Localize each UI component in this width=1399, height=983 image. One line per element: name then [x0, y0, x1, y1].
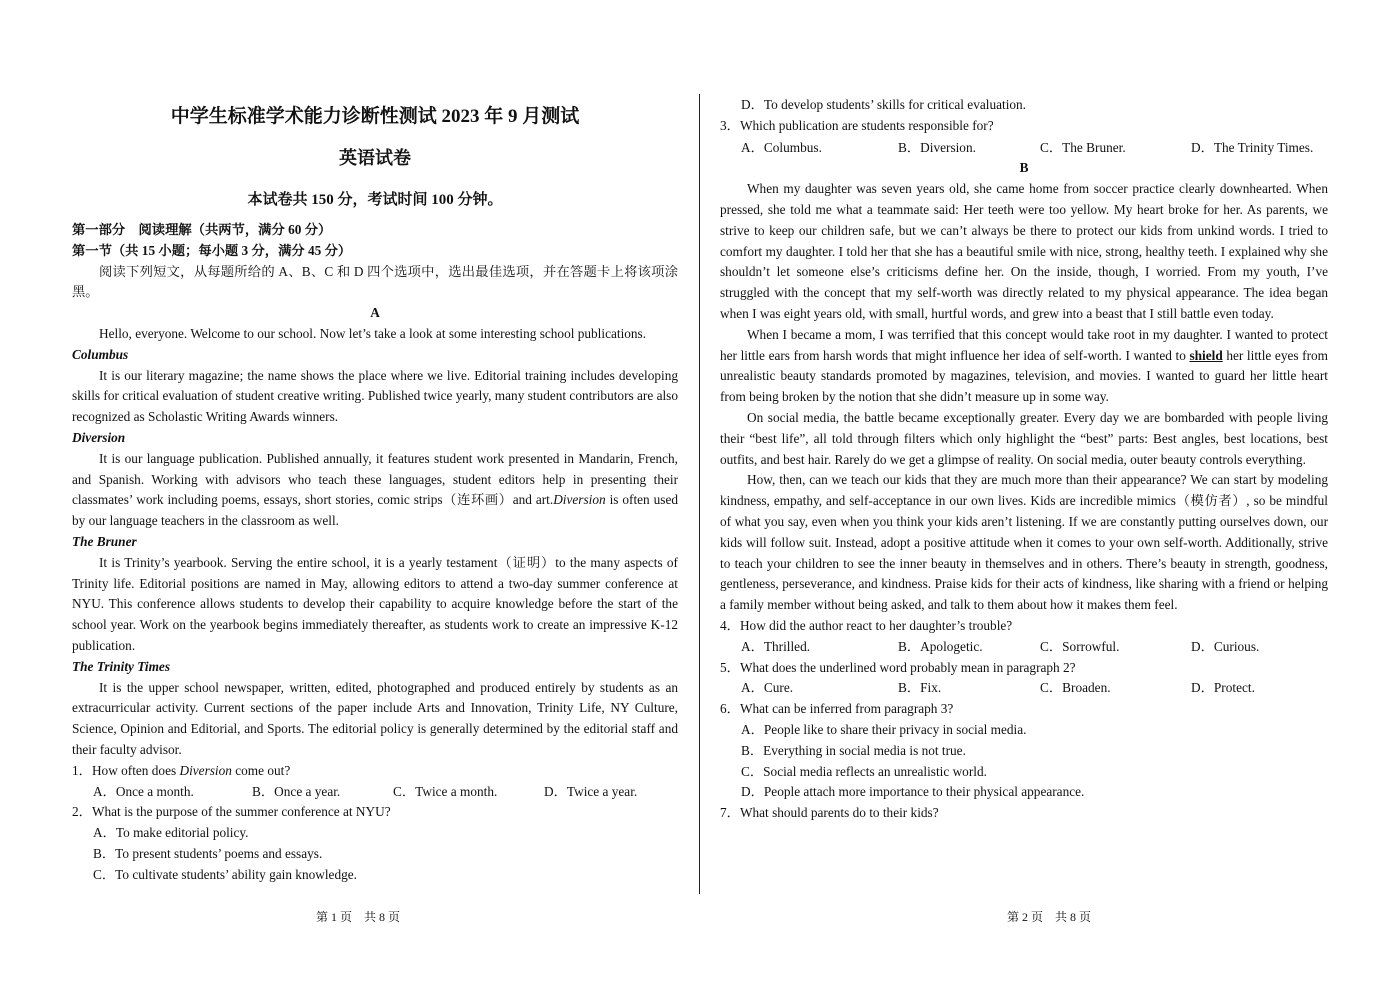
- exam-title: 中学生标准学术能力诊断性测试 2023 年 9 月测试: [170, 106, 580, 127]
- q6-option-c[interactable]: C．Social media reflects an unrealistic world.: [741, 763, 987, 779]
- q1-option-d[interactable]: D．Twice a year.: [544, 783, 638, 799]
- page-divider: [699, 94, 700, 894]
- q1-option-a[interactable]: A．Once a month.: [93, 783, 194, 799]
- q2-option-d[interactable]: D．To develop students’ skills for critical evaluation.: [741, 97, 1027, 112]
- q3-option-d[interactable]: D．The Trinity Times.: [1191, 139, 1314, 155]
- underlined-word: shield: [1189, 347, 1223, 363]
- passage-a-label: A: [370, 305, 380, 321]
- question-4-options: [720, 637, 1328, 658]
- q2-option-b[interactable]: B．To present students’ poems and essays.: [93, 845, 323, 861]
- passage-b-paragraph-3: On social media, the battle became exceptionally greater. Every day we are bombarded with people living their “best life”, all told through filters which only highlight the “best” parts: Best angles, best locations, best outfits, and best hair. Rarely do we get a glimpse of reality. On social media, outer beauty controls everything.: [720, 409, 1328, 467]
- exam-subtitle: 英语试卷: [339, 148, 411, 168]
- bruner-heading: The Bruner: [72, 533, 137, 549]
- q4-option-c[interactable]: C．Sorrowful.: [1040, 638, 1120, 654]
- bruner-text: It is Trinity’s yearbook. Serving the entire school, it is a yearly testament（证明）to the many aspects of Trinity life. Editorial positions are named in May, allowing editors to attend a two-day summer conference at NYU. This conference allows students to develop their capability to acquire knowledge before the start of the school year. Work on the yearbook begins immediately thereafter, as students work to create an impressive K-12 publication.: [72, 554, 678, 653]
- exam-intro: 本试卷共 150 分，考试时间 100 分钟。: [247, 192, 503, 208]
- instructions: 阅读下列短文，从每题所给的 A、B、C 和 D 四个选项中，选出最佳选项，并在答题卡上将该项涂黑。: [72, 263, 678, 300]
- question-7: 7．What should parents do to their kids?: [720, 805, 939, 821]
- question-6: 6．What can be inferred from paragraph 3?: [720, 701, 954, 717]
- page-footer-left: 第 1 页 共 8 页: [316, 910, 401, 924]
- passage-b-paragraph-4: How, then, can we teach our kids that they are much more than their appearance? We can start by modeling kindness, empathy, and self-acceptance in our own lives. Kids are incredible mimics（模仿者）, so be mindful of what you say, even when you think your kids aren’t listening. If we are constantly putting ourselves down, our kids will follow suit. Instead, adopt a positive attitude when it comes to your own self-worth. Additionally, strive to teach your children to see the inner beauty in themselves and in others. There’s beauty in strength, goodness, gentleness, perseverance, and kindness. Praise kids for their acts of kindness, like sharing with a friend or helping a family member without being asked, and talk to them about how it makes them feel.: [720, 472, 1328, 613]
- q6-option-d[interactable]: D．People attach more importance to their physical appearance.: [741, 784, 1085, 800]
- q4-option-b[interactable]: B．Apologetic.: [898, 638, 983, 654]
- q2-option-c[interactable]: C．To cultivate students’ ability gain knowledge.: [93, 866, 357, 882]
- section-heading: 第一节（共 15 小题；每小题 3 分，满分 45 分）: [72, 242, 352, 258]
- question-2: 2．What is the purpose of the summer conference at NYU?: [72, 804, 391, 820]
- q3-option-b[interactable]: B．Diversion.: [898, 139, 976, 155]
- q5-option-c[interactable]: C．Broaden.: [1040, 680, 1111, 696]
- passage-b-paragraph-2: When I became a mom, I was terrified that this concept would take root in my daughter. I wanted to protect her little ears from harsh words that might influence her idea of self-worth. I wanted to shield her little eyes from unrealistic beauty standards promoted by magazines, television, and movies. I wanted to guard her little heart from being broken by the notion that she didn’t measure up in some way.: [720, 326, 1329, 405]
- question-4: 4．How did the author react to her daughter’s trouble?: [720, 617, 1013, 633]
- q6-option-b[interactable]: B．Everything in social media is not true.: [741, 742, 966, 758]
- q5-option-a[interactable]: A．Cure.: [741, 680, 794, 696]
- passage-b-label: B: [1019, 160, 1029, 176]
- q5-option-d[interactable]: D．Protect.: [1191, 680, 1255, 696]
- columbus-text: It is our literary magazine; the name shows the place where we live. Editorial training includes developing skills for critical evaluation of student creative writing. Published twice yearly, many student contributors are also recognized as Scholastic Writing Awards winners.: [72, 367, 678, 425]
- q2-option-a[interactable]: A．To make editorial policy.: [93, 825, 249, 841]
- left-column: [72, 220, 678, 886]
- question-3-options: [720, 138, 1328, 159]
- part-heading: 第一部分 阅读理解（共两节，满分 60 分）: [72, 222, 332, 237]
- columbus-heading: Columbus: [72, 346, 129, 362]
- question-3: 3．Which publication are students responsible for?: [720, 117, 994, 133]
- q3-option-c[interactable]: C．The Bruner.: [1040, 139, 1126, 155]
- page-footer-right: 第 2 页 共 8 页: [1007, 910, 1092, 924]
- q1-option-b[interactable]: B．Once a year.: [252, 783, 341, 799]
- q5-option-b[interactable]: B．Fix.: [898, 680, 942, 696]
- diversion-heading: Diversion: [72, 429, 126, 445]
- q4-option-a[interactable]: A．Thrilled.: [741, 638, 811, 654]
- trinity-times-heading: The Trinity Times: [72, 658, 170, 674]
- trinity-times-text: It is the upper school newspaper, written, edited, photographed and produced entirely by students as an extracurricular activity. Current sections of the paper include Arts and Innovation, Trinity Life, NY Culture, Science, Opinion and Editorial, and Sports. The editorial policy is generally determined by the editorial staff and their faculty advisor.: [72, 679, 678, 757]
- diversion-text: It is our language publication. Published annually, it features student work presented in Mandarin, French, and Spanish. Working with advisors who teach these languages, student editors help in presenting their classmates’ work including poems, essays, short stories, comic strips（连环画）and art.Diversion is often used by our language teachers in the classroom as well.: [72, 450, 678, 529]
- question-1-options: [72, 782, 678, 803]
- question-1: 1．How often does Diversion come out?: [72, 762, 291, 778]
- question-5-options: [720, 678, 1328, 699]
- q4-option-d[interactable]: D．Curious.: [1191, 638, 1260, 654]
- q6-option-a[interactable]: A．People like to share their privacy in social media.: [741, 721, 1027, 737]
- question-5: 5．What does the underlined word probably mean in paragraph 2?: [720, 659, 1076, 675]
- right-column: [720, 95, 1328, 824]
- passage-a-intro: Hello, everyone. Welcome to our school. Now let’s take a look at some interesting school publications.: [99, 325, 647, 341]
- q1-option-c[interactable]: C．Twice a month.: [393, 783, 498, 799]
- q3-option-a[interactable]: A．Columbus.: [741, 139, 822, 155]
- passage-b-paragraph-1: When my daughter was seven years old, she came home from soccer practice clearly downhearted. When pressed, she told me what a teammate said: Her teeth were too yellow. My heart broke for her. As parents, we strive to keep our children safe, but we can’t always be there to protect our kids from unkind words. I tried to comfort my daughter. I told her that she has a beautiful smile with nice, strong, healthy teeth. I explained why she shouldn’t let someone else’s criticisms define her. On the inside, though, I worried. From my youth, I’ve struggled with the concept that my self-worth was directly related to my physical appearance. The idea began when I was eight years old, with small, hurtful words, and grew into a beast that I still battle even today.: [720, 181, 1328, 321]
